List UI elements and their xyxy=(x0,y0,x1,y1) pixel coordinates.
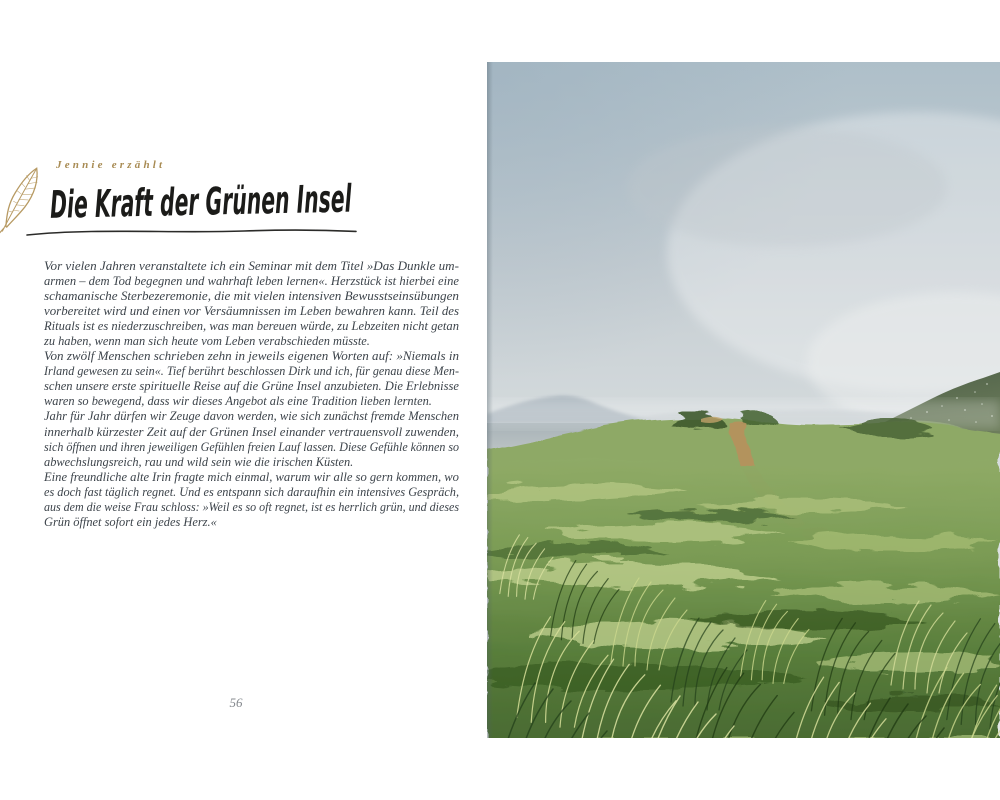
body-line-text: schamanische Sterbezeremonie, die mit vielen intensiven Bewusstseinsübungen xyxy=(44,289,459,304)
body-line xyxy=(44,334,459,349)
body-line-text: waren so bewegend, dass wir dieses Angebot als eine Tradition lieben lernten. xyxy=(44,394,432,409)
body-line-text: Von zwölf Menschen schrieben zehn in jeweils eigenen Worten auf: »Niemals in xyxy=(44,349,460,364)
body-line-text: Eine freundliche alte Irin fragte mich einmal, warum wir alle so gern kommen, wo xyxy=(44,469,459,484)
photo-gutter-shadow xyxy=(487,62,493,738)
body-line xyxy=(44,440,459,455)
body-line xyxy=(44,349,459,364)
page-number: 56 xyxy=(229,695,243,710)
body-line-text: armen – dem Tod begegnen und wahrhaft leben lernen«. Herzstück ist hierbei eine xyxy=(44,274,459,289)
body-line xyxy=(44,470,459,485)
body-line xyxy=(44,500,459,515)
body-line xyxy=(44,455,459,470)
body-line-text: vorbereitet wird und einen vor Versäumnissen im Leben bewahren kann. Teil des xyxy=(44,304,460,319)
body-line xyxy=(44,304,459,319)
body-line-text: aus dem die weise Frau schloss: »Weil es so oft regnet, ist es herrlich grün, und dieses xyxy=(44,499,460,514)
body-line-text: zu haben, wenn man sich heute vom Leben verabschieden müsste. xyxy=(44,334,370,349)
body-line-text: Vor vielen Jahren veranstaltete ich ein Seminar mit dem Titel »Das Dunkle um- xyxy=(44,259,459,273)
body-line-text: Irland gewesen zu sein«. Tief berührt beschlossen Dirk und ich, für genau diese Men- xyxy=(44,364,459,379)
body-line-text: innerhalb kürzester Zeit auf der Grünen Insel einander vertrauensvoll zuwenden, xyxy=(44,424,460,439)
body-line-text: abwechslungsreich, rau und wild sein wie die irischen Küsten. xyxy=(44,454,354,469)
body-line xyxy=(44,425,459,440)
body-line-text: Jahr für Jahr dürfen wir Zeuge davon werden, wie sich zunächst fremde Menschen xyxy=(44,409,460,424)
body-line-text: Grün öffnet sofort ein jedes Herz.« xyxy=(44,514,217,529)
body-line xyxy=(44,364,459,379)
chapter-title-text: Die Kraft der Grünen Insel xyxy=(49,176,352,227)
body-line-text: Rituals ist es niederzuschreiben, was man bereuen würde, zu Lebzeiten nicht getan xyxy=(44,319,459,334)
body-line xyxy=(44,289,459,304)
body-line xyxy=(44,409,459,424)
title-underline-swash xyxy=(24,224,360,240)
body-line xyxy=(44,259,459,274)
body-line xyxy=(44,319,459,334)
body-line xyxy=(44,274,459,289)
landscape-photo xyxy=(487,62,1000,738)
body-line xyxy=(44,394,459,409)
body-line xyxy=(44,515,459,530)
kicker-label: Jennie erzählt xyxy=(56,159,166,171)
body-line-text: schen unsere erste spirituelle Reise auf die Grüne Insel anzubieten. Die Erlebnisse xyxy=(44,379,460,394)
body-line-text: sich öffnen und ihren jeweiligen Gefühlen freien Lauf lassen. Diese Gefühle können so xyxy=(44,439,460,454)
body-text xyxy=(44,259,459,530)
body-line xyxy=(44,485,459,500)
body-line-text: es doch fast täglich regnet. Und es entspann sich daraufhin ein intensives Gespräch, xyxy=(44,484,460,499)
body-line xyxy=(44,379,459,394)
